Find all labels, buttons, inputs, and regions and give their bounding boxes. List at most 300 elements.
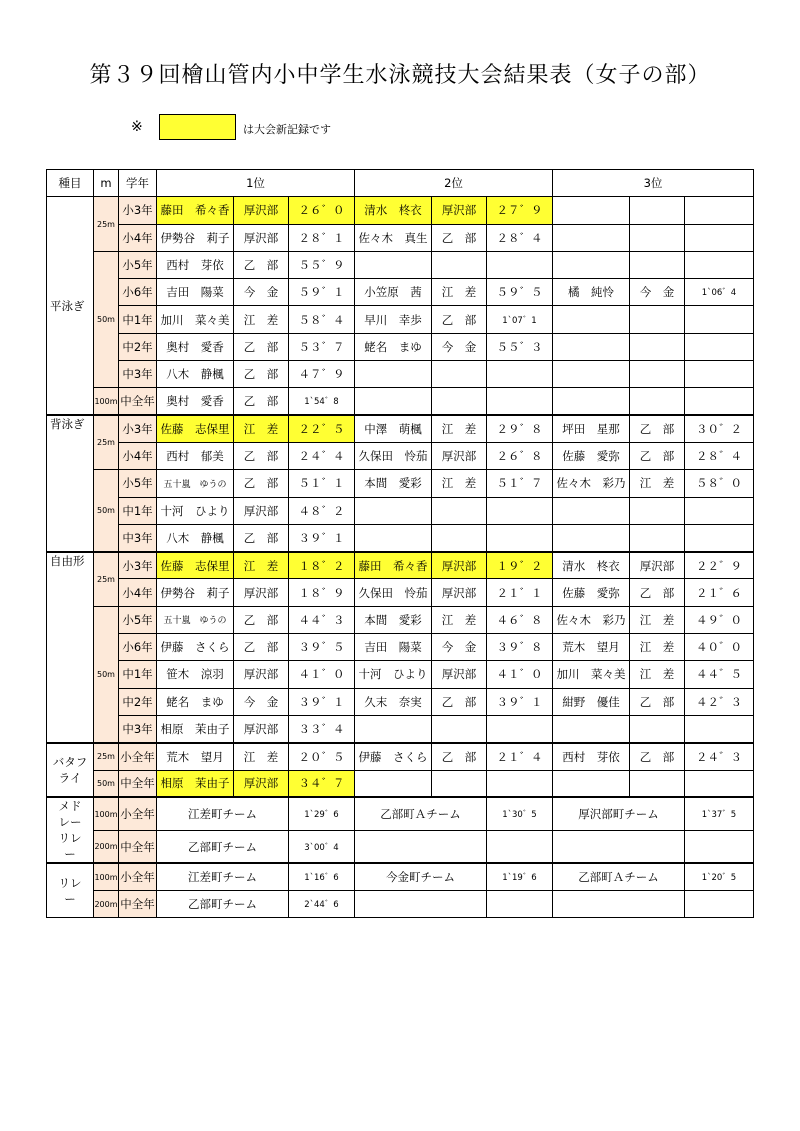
- record-time: ４４゛５: [685, 661, 754, 688]
- team-name: 乙 部: [432, 743, 487, 770]
- table-row: [47, 634, 754, 661]
- swimmer-name: [553, 497, 630, 524]
- record-time: ５１゛７: [487, 470, 553, 497]
- record-time: 1`54゛8: [289, 388, 355, 415]
- relay-time: [685, 830, 754, 863]
- relay-time: 1`19゛6: [487, 863, 553, 890]
- event-name: リレー: [47, 863, 94, 918]
- team-name: 厚沢部: [432, 442, 487, 469]
- record-time: [487, 497, 553, 524]
- record-time: ５８゛４: [289, 306, 355, 333]
- record-time: ２８゛４: [685, 442, 754, 469]
- swimmer-name: 加川 菜々美: [157, 306, 234, 333]
- distance-cell: 200m: [94, 891, 119, 918]
- relay-team: 江差町チーム: [157, 797, 289, 830]
- record-time: １８゛２: [289, 552, 355, 579]
- record-time: [685, 197, 754, 224]
- team-name: 今 金: [630, 279, 685, 306]
- event-name: 平泳ぎ: [47, 197, 94, 415]
- record-time: ４０゛０: [685, 634, 754, 661]
- swimmer-name: 佐藤 志保里: [157, 415, 234, 442]
- distance-cell: 25m: [94, 743, 119, 770]
- team-name: 厚沢部: [432, 579, 487, 606]
- record-time: [685, 361, 754, 388]
- relay-team: [553, 830, 685, 863]
- swimmer-name: 奥村 愛香: [157, 333, 234, 360]
- grade-cell: 小5年: [119, 251, 157, 278]
- record-time: ２２゛９: [685, 552, 754, 579]
- relay-time: 1`16゛6: [289, 863, 355, 890]
- team-name: [432, 497, 487, 524]
- team-name: 厚沢部: [234, 579, 289, 606]
- relay-time: 3`00゛4: [289, 830, 355, 863]
- table-row: [47, 251, 754, 278]
- header-second: 2位: [355, 170, 553, 197]
- table-row: [47, 552, 754, 579]
- record-time: [487, 770, 553, 797]
- record-time: ２４゛３: [685, 743, 754, 770]
- team-name: [630, 497, 685, 524]
- record-time: ４６゛８: [487, 606, 553, 633]
- relay-row: [47, 891, 754, 918]
- table-row: [47, 688, 754, 715]
- distance-cell: 100m: [94, 863, 119, 890]
- distance-cell: 100m: [94, 797, 119, 830]
- grade-cell: 小全年: [119, 863, 157, 890]
- record-time: ５３゛７: [289, 333, 355, 360]
- grade-cell: 中3年: [119, 361, 157, 388]
- grade-cell: 小6年: [119, 279, 157, 306]
- distance-cell: 100m: [94, 388, 119, 415]
- grade-cell: 小4年: [119, 224, 157, 251]
- distance-cell: 25m: [94, 552, 119, 607]
- record-time: ２８゛１: [289, 224, 355, 251]
- relay-time: 1`30゛5: [487, 797, 553, 830]
- team-name: 厚沢部: [234, 715, 289, 742]
- record-time: ４７゛９: [289, 361, 355, 388]
- table-row: [47, 715, 754, 742]
- swimmer-name: [355, 251, 432, 278]
- distance-cell: 200m: [94, 830, 119, 863]
- relay-team: 乙部町チーム: [157, 891, 289, 918]
- team-name: 江 差: [630, 606, 685, 633]
- swimmer-name: 五十嵐 ゆうの: [157, 470, 234, 497]
- swimmer-name: 本間 愛彩: [355, 470, 432, 497]
- team-name: 乙 部: [630, 579, 685, 606]
- header-row: [47, 170, 754, 197]
- swimmer-name: 吉田 陽菜: [355, 634, 432, 661]
- table-row: [47, 361, 754, 388]
- table-row: [47, 497, 754, 524]
- record-time: ４４゛３: [289, 606, 355, 633]
- grade-cell: 中3年: [119, 715, 157, 742]
- team-name: [630, 251, 685, 278]
- grade-cell: 中全年: [119, 830, 157, 863]
- grade-cell: 小全年: [119, 797, 157, 830]
- legend-text: は大会新記録です: [243, 123, 331, 136]
- grade-cell: 中1年: [119, 497, 157, 524]
- team-name: 江 差: [234, 552, 289, 579]
- swimmer-name: 早川 幸歩: [355, 306, 432, 333]
- relay-time: [487, 830, 553, 863]
- team-name: [630, 715, 685, 742]
- grade-cell: 小6年: [119, 634, 157, 661]
- relay-time: 1`37゛5: [685, 797, 754, 830]
- team-name: 今 金: [234, 688, 289, 715]
- team-name: 乙 部: [234, 442, 289, 469]
- team-name: 厚沢部: [234, 197, 289, 224]
- distance-cell: 50m: [94, 770, 119, 797]
- record-time: ２６゛０: [289, 197, 355, 224]
- swimmer-name: 伊勢谷 莉子: [157, 579, 234, 606]
- record-time: ４８゛２: [289, 497, 355, 524]
- table-row: [47, 224, 754, 251]
- record-time: [685, 497, 754, 524]
- results-table: [46, 169, 754, 918]
- record-time: ３９゛１: [289, 524, 355, 551]
- record-time: ２１゛１: [487, 579, 553, 606]
- record-time: [685, 224, 754, 251]
- team-name: [630, 306, 685, 333]
- relay-team: 乙部町チーム: [157, 830, 289, 863]
- record-time: ３９゛１: [487, 688, 553, 715]
- relay-team: [355, 891, 487, 918]
- team-name: 厚沢部: [432, 661, 487, 688]
- grade-cell: 小5年: [119, 470, 157, 497]
- team-name: 乙 部: [234, 333, 289, 360]
- swimmer-name: [553, 306, 630, 333]
- swimmer-name: 佐藤 愛弥: [553, 442, 630, 469]
- table-row: [47, 279, 754, 306]
- swimmer-name: [355, 524, 432, 551]
- team-name: 江 差: [432, 415, 487, 442]
- table-row: [47, 333, 754, 360]
- team-name: 江 差: [630, 661, 685, 688]
- swimmer-name: [553, 197, 630, 224]
- distance-cell: 50m: [94, 470, 119, 552]
- header-third: 3位: [553, 170, 754, 197]
- swimmer-name: 西村 芽依: [553, 743, 630, 770]
- swimmer-name: 加川 菜々美: [553, 661, 630, 688]
- table-row: [47, 579, 754, 606]
- swimmer-name: 中澤 萌楓: [355, 415, 432, 442]
- record-time: [685, 306, 754, 333]
- grade-cell: 中全年: [119, 891, 157, 918]
- swimmer-name: 八木 静楓: [157, 361, 234, 388]
- grade-cell: 小4年: [119, 442, 157, 469]
- team-name: 乙 部: [432, 306, 487, 333]
- table-row: [47, 306, 754, 333]
- team-name: 今 金: [234, 279, 289, 306]
- record-time: 1`07゛1: [487, 306, 553, 333]
- team-name: 江 差: [630, 634, 685, 661]
- swimmer-name: 坪田 星那: [553, 415, 630, 442]
- swimmer-name: [553, 224, 630, 251]
- record-time: ４２゛３: [685, 688, 754, 715]
- swimmer-name: 相原 茉由子: [157, 770, 234, 797]
- distance-cell: 50m: [94, 251, 119, 387]
- team-name: [630, 224, 685, 251]
- grade-cell: 小3年: [119, 552, 157, 579]
- team-name: 乙 部: [630, 442, 685, 469]
- record-time: ２０゛５: [289, 743, 355, 770]
- swimmer-name: 紺野 優佳: [553, 688, 630, 715]
- swimmer-name: [553, 770, 630, 797]
- record-time: ５８゛０: [685, 470, 754, 497]
- swimmer-name: 橘 純怜: [553, 279, 630, 306]
- relay-team: [553, 891, 685, 918]
- relay-team: 乙部町Ａチーム: [355, 797, 487, 830]
- team-name: 江 差: [234, 743, 289, 770]
- grade-cell: 中1年: [119, 661, 157, 688]
- swimmer-name: 藤田 希々香: [157, 197, 234, 224]
- record-time: [685, 524, 754, 551]
- record-time: ２１゛６: [685, 579, 754, 606]
- grade-cell: 中2年: [119, 333, 157, 360]
- swimmer-name: 十河 ひより: [157, 497, 234, 524]
- header-first: 1位: [157, 170, 355, 197]
- team-name: 乙 部: [630, 415, 685, 442]
- team-name: 江 差: [234, 306, 289, 333]
- team-name: 厚沢部: [234, 497, 289, 524]
- record-time: [487, 251, 553, 278]
- team-name: 江 差: [432, 470, 487, 497]
- grade-cell: 中全年: [119, 388, 157, 415]
- swimmer-name: 十河 ひより: [355, 661, 432, 688]
- team-name: 厚沢部: [234, 224, 289, 251]
- team-name: [432, 388, 487, 415]
- record-time: ５１゛１: [289, 470, 355, 497]
- swimmer-name: 久保田 怜茄: [355, 579, 432, 606]
- swimmer-name: 荒木 望月: [553, 634, 630, 661]
- record-time: ５９゛５: [487, 279, 553, 306]
- swimmer-name: 荒木 望月: [157, 743, 234, 770]
- swimmer-name: 八木 静楓: [157, 524, 234, 551]
- team-name: 今 金: [432, 634, 487, 661]
- relay-team: 今金町チーム: [355, 863, 487, 890]
- team-name: 乙 部: [432, 688, 487, 715]
- grade-cell: 小全年: [119, 743, 157, 770]
- swimmer-name: 伊勢谷 莉子: [157, 224, 234, 251]
- table-row: [47, 415, 754, 442]
- team-name: 乙 部: [234, 251, 289, 278]
- record-time: ３９゛８: [487, 634, 553, 661]
- team-name: 乙 部: [630, 688, 685, 715]
- table-row: [47, 470, 754, 497]
- team-name: 乙 部: [234, 388, 289, 415]
- relay-row: [47, 863, 754, 890]
- record-time: ５５゛９: [289, 251, 355, 278]
- team-name: 江 差: [432, 606, 487, 633]
- team-name: [630, 361, 685, 388]
- record-time: [487, 524, 553, 551]
- page-title: 第３９回檜山管内小中学生水泳競技大会結果表（女子の部）: [89, 63, 711, 88]
- relay-time: 2`44゛6: [289, 891, 355, 918]
- swimmer-name: [355, 497, 432, 524]
- header-m: m: [94, 170, 119, 197]
- team-name: [432, 251, 487, 278]
- grade-cell: 中2年: [119, 688, 157, 715]
- swimmer-name: 小笠原 茜: [355, 279, 432, 306]
- swimmer-name: [355, 770, 432, 797]
- record-time: ４１゛０: [289, 661, 355, 688]
- grade-cell: 中3年: [119, 524, 157, 551]
- team-name: [630, 524, 685, 551]
- relay-team: 厚沢部町チーム: [553, 797, 685, 830]
- event-name: 自由形: [47, 552, 94, 743]
- record-time: ３９゛５: [289, 634, 355, 661]
- grade-cell: 小3年: [119, 415, 157, 442]
- swimmer-name: 清水 柊衣: [553, 552, 630, 579]
- swimmer-name: [553, 715, 630, 742]
- record-time: ３９゛１: [289, 688, 355, 715]
- table-row: [47, 770, 754, 797]
- record-time: １９゛２: [487, 552, 553, 579]
- team-name: [630, 333, 685, 360]
- relay-time: [685, 891, 754, 918]
- table-row: [47, 197, 754, 224]
- team-name: [630, 388, 685, 415]
- swimmer-name: [355, 361, 432, 388]
- swimmer-name: 西村 芽依: [157, 251, 234, 278]
- record-time: ２２゛５: [289, 415, 355, 442]
- record-time: １８゛９: [289, 579, 355, 606]
- swimmer-name: [553, 251, 630, 278]
- team-name: 江 差: [432, 279, 487, 306]
- team-name: 乙 部: [234, 470, 289, 497]
- team-name: 乙 部: [234, 634, 289, 661]
- grade-cell: 小3年: [119, 197, 157, 224]
- table-row: [47, 442, 754, 469]
- team-name: [432, 524, 487, 551]
- record-time: [685, 770, 754, 797]
- record-time: [685, 715, 754, 742]
- record-time: [487, 388, 553, 415]
- record-time: ３３゛４: [289, 715, 355, 742]
- record-time: [685, 333, 754, 360]
- relay-time: 1`29゛6: [289, 797, 355, 830]
- swimmer-name: 清水 柊衣: [355, 197, 432, 224]
- record-time: ２９゛８: [487, 415, 553, 442]
- team-name: 厚沢部: [432, 197, 487, 224]
- swimmer-name: 佐藤 志保里: [157, 552, 234, 579]
- team-name: 厚沢部: [234, 661, 289, 688]
- record-time: ３０゛２: [685, 415, 754, 442]
- team-name: [630, 770, 685, 797]
- swimmer-name: 佐々木 真生: [355, 224, 432, 251]
- table-row: [47, 388, 754, 415]
- swimmer-name: 蛯名 まゆ: [355, 333, 432, 360]
- team-name: 厚沢部: [234, 770, 289, 797]
- swimmer-name: 蛯名 まゆ: [157, 688, 234, 715]
- swimmer-name: 久末 奈実: [355, 688, 432, 715]
- relay-team: [355, 830, 487, 863]
- swimmer-name: 伊藤 さくら: [157, 634, 234, 661]
- distance-cell: 25m: [94, 197, 119, 252]
- record-time: ５５゛３: [487, 333, 553, 360]
- record-time: [685, 251, 754, 278]
- swimmer-name: [553, 333, 630, 360]
- swimmer-name: 笹木 涼羽: [157, 661, 234, 688]
- distance-cell: 50m: [94, 606, 119, 742]
- swimmer-name: 五十嵐 ゆうの: [157, 606, 234, 633]
- swimmer-name: 相原 茉由子: [157, 715, 234, 742]
- team-name: 乙 部: [234, 606, 289, 633]
- swimmer-name: 佐々木 彩乃: [553, 606, 630, 633]
- team-name: 厚沢部: [432, 552, 487, 579]
- record-time: [487, 715, 553, 742]
- swimmer-name: 本間 愛彩: [355, 606, 432, 633]
- team-name: [630, 197, 685, 224]
- team-name: 厚沢部: [630, 552, 685, 579]
- grade-cell: 中全年: [119, 770, 157, 797]
- event-name: 背泳ぎ: [47, 415, 94, 551]
- swimmer-name: 藤田 希々香: [355, 552, 432, 579]
- record-time: ２８゛４: [487, 224, 553, 251]
- record-time: ２４゛４: [289, 442, 355, 469]
- distance-cell: 25m: [94, 415, 119, 470]
- event-name: バタフライ: [47, 743, 94, 798]
- header-event: 種目: [47, 170, 94, 197]
- relay-team: 乙部町Ａチーム: [553, 863, 685, 890]
- relay-team: 江差町チーム: [157, 863, 289, 890]
- team-name: 乙 部: [630, 743, 685, 770]
- record-time: [685, 388, 754, 415]
- table-row: [47, 524, 754, 551]
- relay-time: [487, 891, 553, 918]
- grade-cell: 中1年: [119, 306, 157, 333]
- team-name: [432, 770, 487, 797]
- swimmer-name: 奥村 愛香: [157, 388, 234, 415]
- swimmer-name: 久保田 怜茄: [355, 442, 432, 469]
- record-time: ５９゛１: [289, 279, 355, 306]
- header-grade: 学年: [119, 170, 157, 197]
- record-time: [487, 361, 553, 388]
- team-name: 乙 部: [234, 361, 289, 388]
- team-name: 江 差: [630, 470, 685, 497]
- relay-time: 1`20゛5: [685, 863, 754, 890]
- team-name: [432, 715, 487, 742]
- swimmer-name: 佐々木 彩乃: [553, 470, 630, 497]
- team-name: 江 差: [234, 415, 289, 442]
- swimmer-name: 吉田 陽菜: [157, 279, 234, 306]
- record-time: ２７゛９: [487, 197, 553, 224]
- grade-cell: 小4年: [119, 579, 157, 606]
- record-time: ４９゛０: [685, 606, 754, 633]
- swimmer-name: 伊藤 さくら: [355, 743, 432, 770]
- table-row: [47, 606, 754, 633]
- grade-cell: 小5年: [119, 606, 157, 633]
- record-time: ３４゛７: [289, 770, 355, 797]
- swimmer-name: [553, 361, 630, 388]
- table-row: [47, 661, 754, 688]
- record-time: ２１゛４: [487, 743, 553, 770]
- record-time: ４１゛０: [487, 661, 553, 688]
- record-time: 1`06゛4: [685, 279, 754, 306]
- relay-row: [47, 797, 754, 830]
- swimmer-name: [553, 524, 630, 551]
- swimmer-name: 西村 郁美: [157, 442, 234, 469]
- event-name: メドレーリレー: [47, 797, 94, 863]
- legend-mark: ※: [131, 119, 143, 135]
- swimmer-name: 佐藤 愛弥: [553, 579, 630, 606]
- team-name: 乙 部: [234, 524, 289, 551]
- legend-highlight-swatch: [159, 114, 236, 140]
- table-row: [47, 743, 754, 770]
- relay-row: [47, 830, 754, 863]
- swimmer-name: [355, 388, 432, 415]
- team-name: 乙 部: [432, 224, 487, 251]
